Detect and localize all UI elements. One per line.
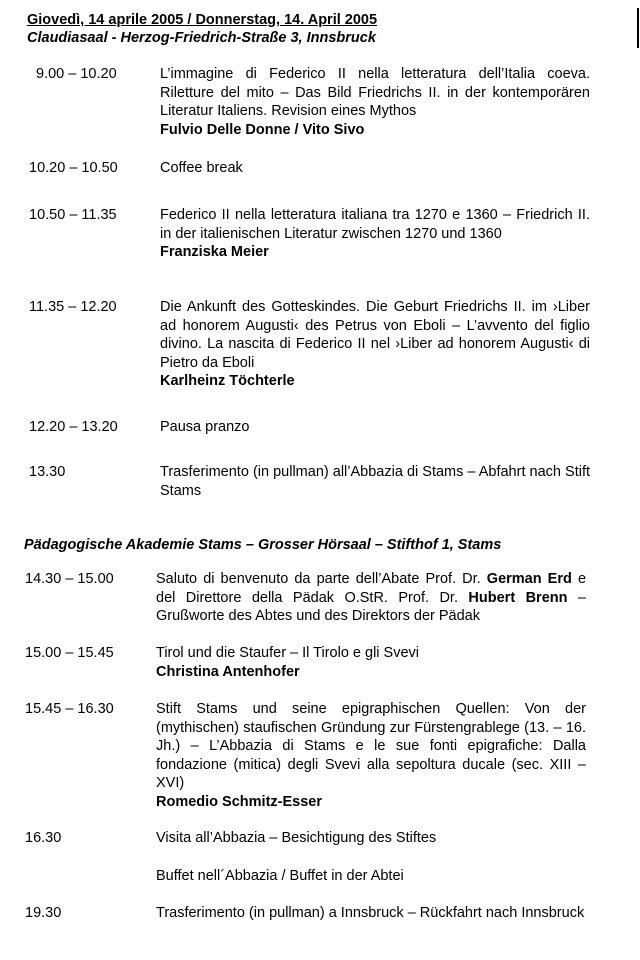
- session-time: 15.00 – 15.45: [25, 645, 114, 661]
- abbot-name: German Erd: [486, 571, 572, 587]
- session-time: 19.30: [25, 905, 62, 921]
- session-description: Trasferimento (in pullman) all’Abbazia di Stams – Abfahrt nach Stift Stams: [160, 464, 590, 499]
- session-time: 12.20 – 13.20: [29, 419, 118, 435]
- session-description: Stift Stams und seine epigraphischen Quellen: Von der (mythischen) staufischen Gründung zur Fürstengrablege (13. – 16. Jh.) – L’Abbazia di Stams e le sue fonti epigrafiche: Dalla fondazione (mitica) degli Svevi alla sepoltura ducale (sec. XIII – XVI): [156, 701, 586, 791]
- session-speaker: Franziska Meier: [160, 244, 269, 260]
- session-time: 10.20 – 10.50: [29, 160, 118, 176]
- session-time: 10.50 – 11.35: [29, 207, 117, 223]
- session-speaker: Karlheinz Töchterle: [160, 373, 295, 389]
- session-time: 11.35 – 12.20: [29, 299, 117, 315]
- session-time: 14.30 – 15.00: [25, 571, 114, 587]
- welcome-text-2: e del Direttore della Pädak O.StR. Prof. Dr.: [156, 571, 587, 606]
- session-speaker: Romedio Schmitz-Esser: [156, 793, 322, 810]
- session-speaker: Fulvio Delle Donne / Vito Sivo: [160, 121, 365, 138]
- session-time: 9.00 – 10.20: [36, 66, 117, 82]
- session-speaker: Christina Antenhofer: [156, 663, 300, 680]
- welcome-text-3: – Grußworte des Abtes und des Direktors der Pädak: [156, 589, 586, 624]
- page-edge-mark: [637, 8, 639, 48]
- venue-heading-stams: Pädagogische Akademie Stams – Grosser Hörsaal – Stifthof 1, Stams: [24, 537, 502, 553]
- session-time: 15.45 – 16.30: [25, 701, 114, 717]
- session-description: Visita all’Abbazia – Besichtigung des Stiftes: [156, 830, 437, 846]
- session-description: Coffee break: [160, 160, 243, 176]
- session-description: Trasferimento (in pullman) a Innsbruck – Rückfahrt nach Innsbruck: [156, 905, 585, 921]
- session-description: Tirol und die Staufer – Il Tirolo e gli Svevi: [156, 645, 420, 661]
- session-description: Die Ankunft des Gotteskindes. Die Geburt Friedrichs II. im ›Liber ad honorem Augusti‹ des Petrus von Eboli – L’avvento del figlio divino. La nascita di Federico II nel ›Liber ad honorem Augusti‹ di Pietro da Eboli: [160, 299, 590, 371]
- session-description: [156, 570, 586, 626]
- session-description: L’immagine di Federico II nella letteratura dell’Italia coeva. Riletture del mito – Das Bild Friedrichs II. in der kontemporären Literatur Italiens. Revision eines Mythos: [160, 66, 590, 119]
- venue-heading: Claudiasaal - Herzog-Friedrich-Straße 3, Innsbruck: [27, 30, 376, 46]
- session-description: Federico II nella letteratura italiana tra 1270 e 1360 – Friedrich II. in der italienischen Literatur zwischen 1270 und 1360: [160, 207, 590, 242]
- session-description: Buffet nell´Abbazia / Buffet in der Abtei: [156, 868, 404, 884]
- session-time: 13.30: [29, 464, 66, 480]
- welcome-text: Saluto di benvenuto da parte dell’Abate Prof. Dr.: [156, 571, 481, 587]
- session-description: Pausa pranzo: [160, 419, 250, 435]
- day-title: Giovedì, 14 aprile 2005 / Donnerstag, 14. April 2005: [27, 12, 378, 28]
- director-name: Hubert Brenn: [468, 589, 568, 606]
- session-time: 16.30: [25, 830, 62, 846]
